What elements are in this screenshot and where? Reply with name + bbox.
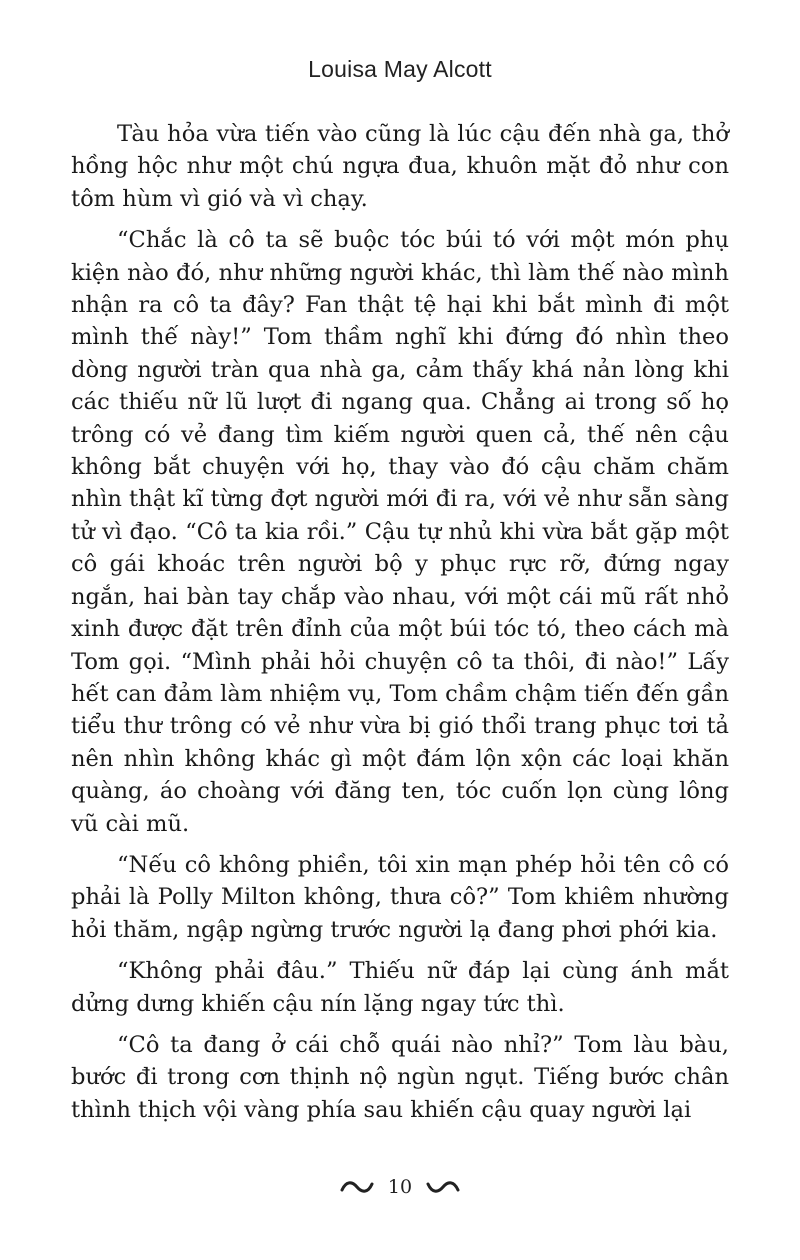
paragraph-3: “Nếu cô không phiền, tôi xin mạn phép hỏi tên cô có phải là Polly Milton không, thưa cô?” Tom khiêm nhường hỏi thăm, ngập ngừng trước người lạ đang phơi phới kia. — [71, 851, 729, 943]
page-number: 10 — [387, 1176, 413, 1198]
swash-right-icon — [426, 1179, 460, 1195]
running-header-author: Louisa May Alcott — [308, 56, 492, 82]
swash-left-icon — [340, 1179, 374, 1195]
page-folio — [0, 1176, 800, 1198]
paragraph-2: “Chắc là cô ta sẽ buộc tóc búi tó với một món phụ kiện nào đó, như những người khác, thì làm thế nào mình nhận ra cô ta đây? Fan thật tệ hại khi bắt mình đi một mình thế này!” Tom thầm nghĩ khi đứng đó nhìn theo dòng người tràn qua nhà ga, cảm thấy khá nản lòng khi các thiếu nữ lũ lượt đi ngang qua. Chẳng ai trong số họ trông có vẻ đang tìm kiếm người quen cả, thế nên cậu không bắt chuyện với họ, thay vào đó cậu chăm chăm nhìn thật kĩ từng đợt người mới đi ra, với vẻ như sẵn sàng tử vì đạo. “Cô ta kia rồi.” Cậu tự nhủ khi vừa bắt gặp một cô gái khoác trên người bộ y phục rực rỡ, đứng ngay ngắn, hai bàn tay chắp vào nhau, với một cái mũ rất nhỏ xinh được đặt trên đỉnh của một búi tóc tó, theo cách mà Tom gọi. “Mình phải hỏi chuyện cô ta thôi, đi nào!” Lấy hết can đảm làm nhiệm vụ, Tom chầm chậm tiến đến gần tiểu thư trông có vẻ như vừa bị gió thổi trang phục tơi tả nên nhìn không khác gì một đám lộn xộn các loại khăn quàng, áo choàng với đăng ten, tóc cuốn lọn cùng lông vũ cài mũ. — [71, 227, 729, 837]
paragraph-4: “Không phải đâu.” Thiếu nữ đáp lại cùng ánh mắt dửng dưng khiến cậu nín lặng ngay tức thì. — [71, 958, 729, 1017]
body-text — [71, 118, 729, 1135]
paragraph-5: “Cô ta đang ở cái chỗ quái nào nhỉ?” Tom làu bàu, bước đi trong cơn thịnh nộ ngùn ngụt. Tiếng bước chân thình thịch vội vàng phía sau khiến cậu quay người lại — [71, 1031, 729, 1123]
paragraph-1: Tàu hỏa vừa tiến vào cũng là lúc cậu đến nhà ga, thở hồng hộc như một chú ngựa đua, khuôn mặt đỏ như con tôm hùm vì gió và vì chạy. — [71, 121, 729, 212]
